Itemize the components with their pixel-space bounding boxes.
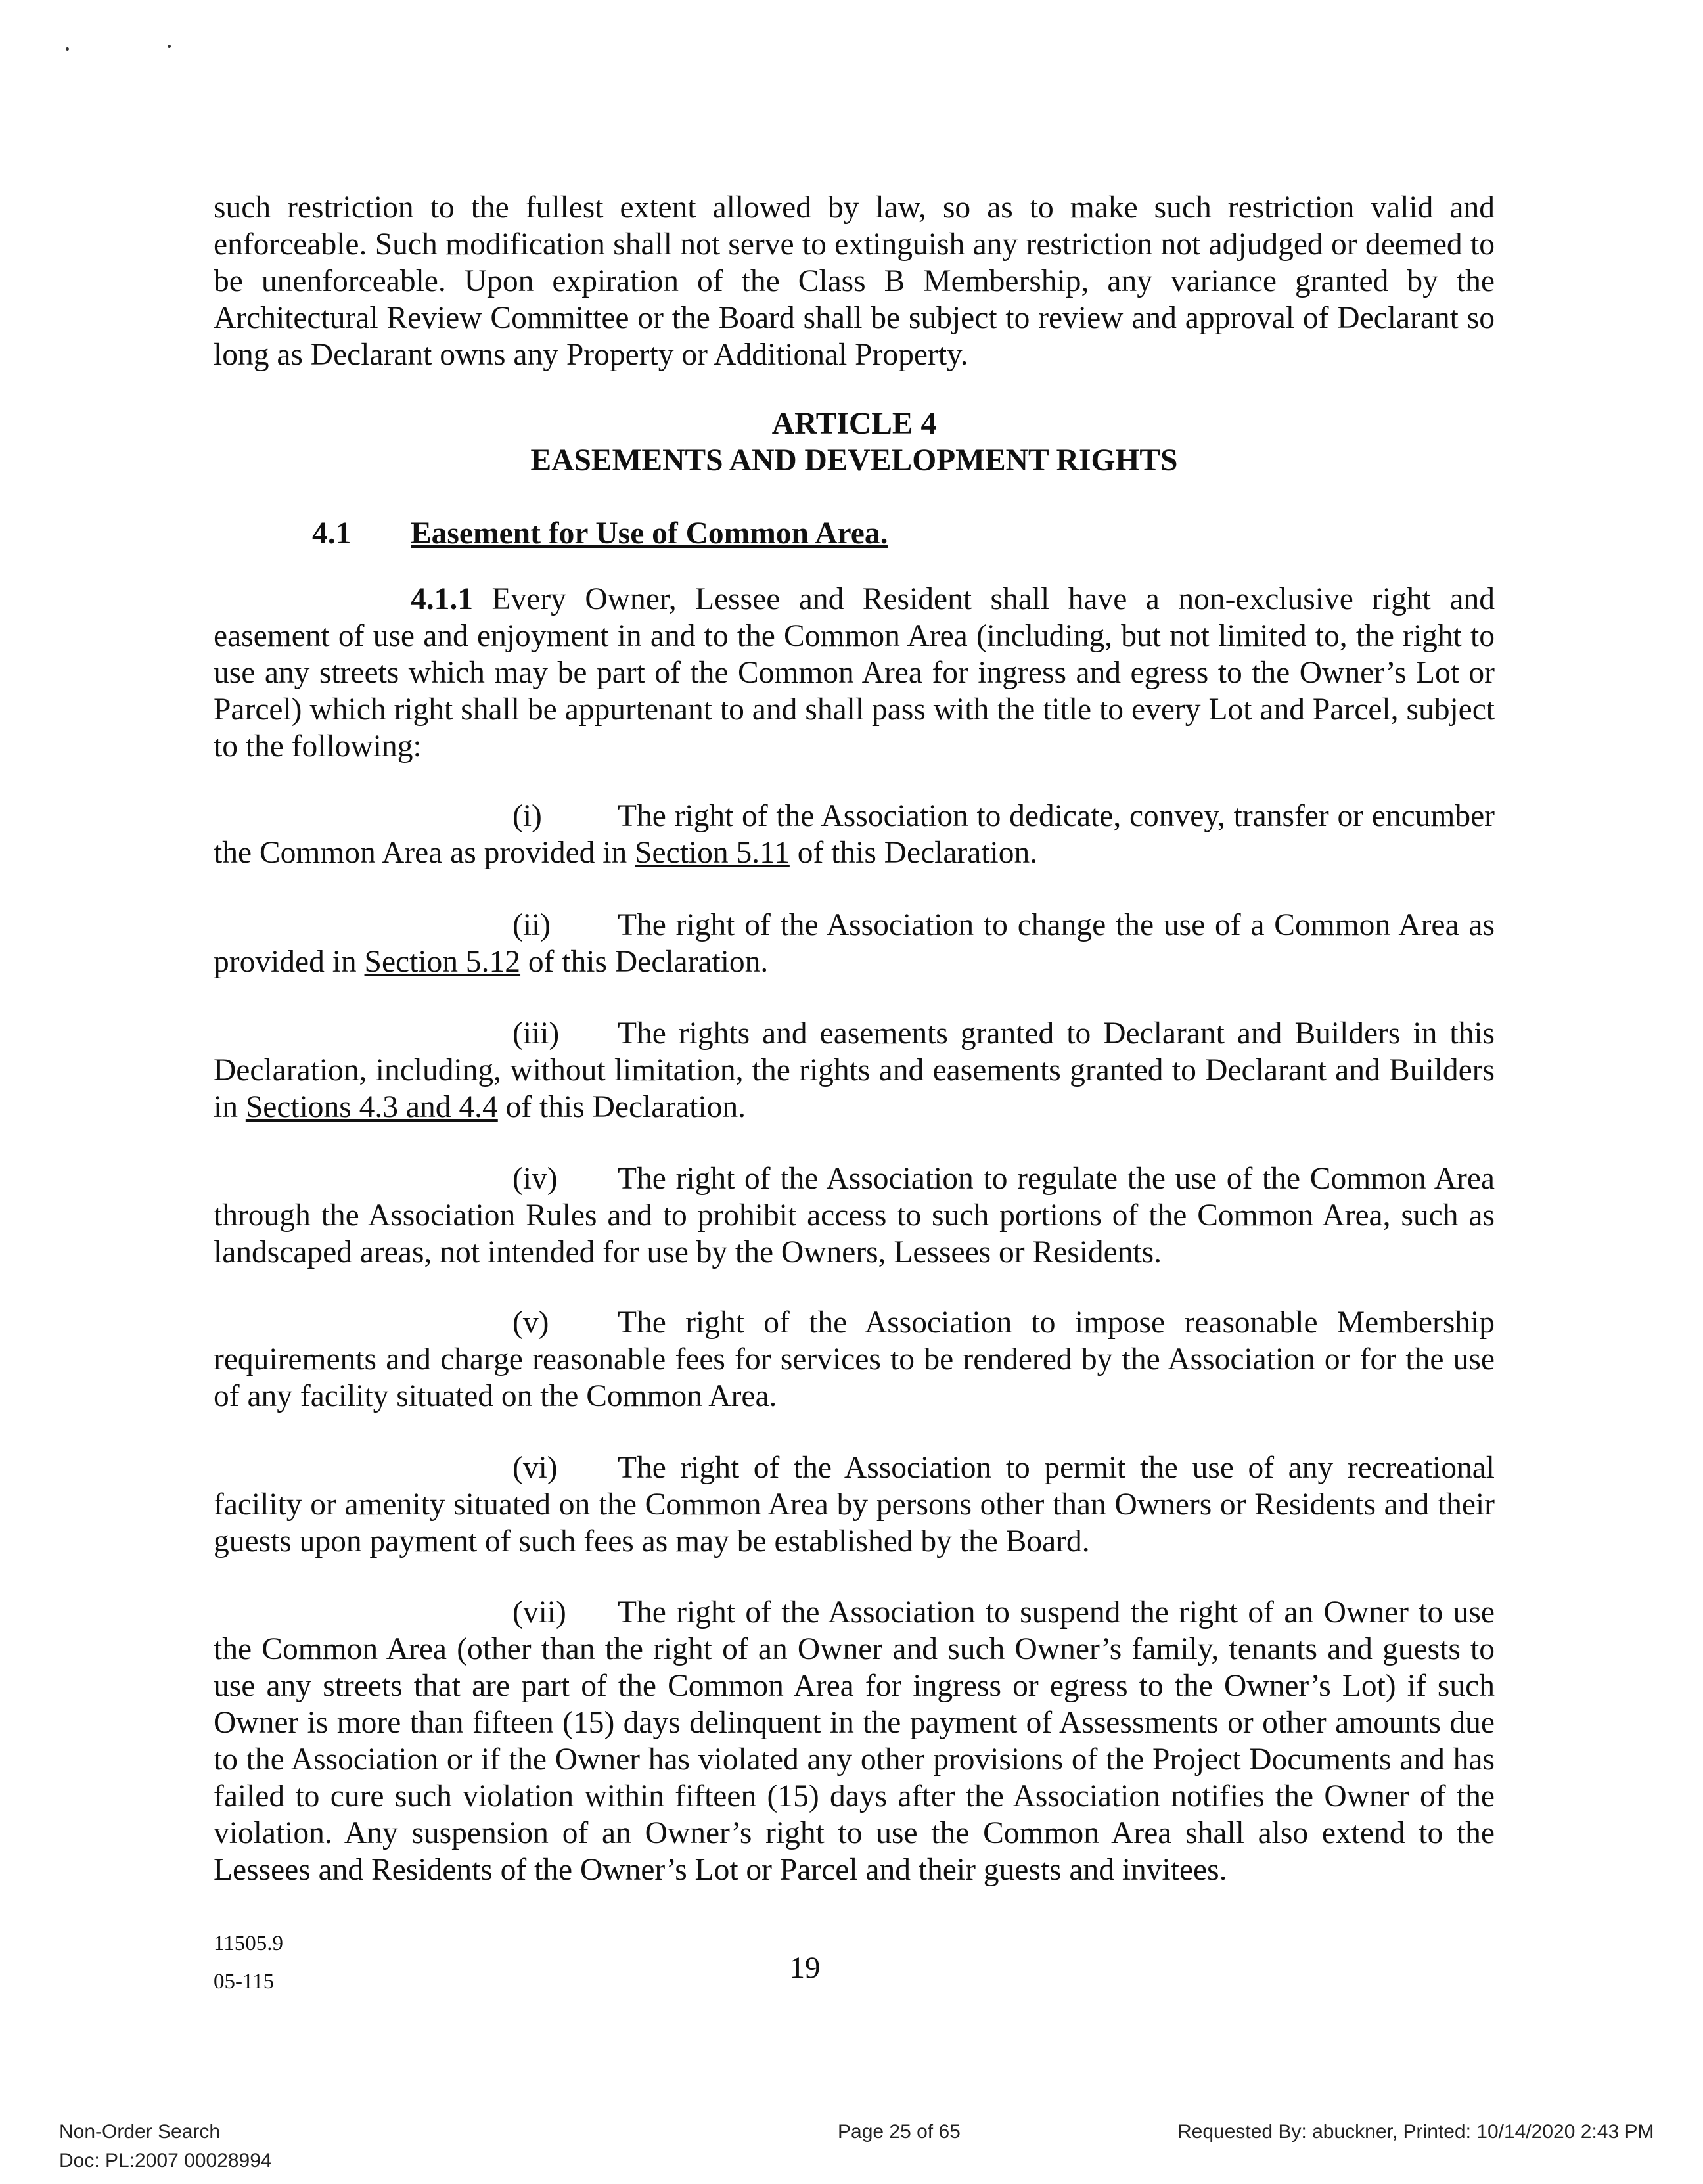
subsection-number: 4.1.1 (411, 582, 473, 616)
page-number: 19 (789, 1951, 821, 1985)
item-label: (iv) (512, 1162, 558, 1196)
item-label: (ii) (512, 908, 551, 942)
list-item-vii: (vii) The right of the Association to suspend the right of an Owner to use the Common Area (other than the right of an Owner and such Owner’s family, tenants and guests to use any streets that are part of the Common Area for ingress or egress to the Owner’s Lot) if such Owner is more than fifteen (15) days delinquent in the payment of Assessments or other amounts due to the Association or if the Owner has violated any other provisions of the Project Documents and has failed to cure such violation within fifteen (15) days after the Association notifies the Owner of the violation. Any suspension of an Owner’s right to use the Common Area shall also extend to the Lessees and Residents of the Owner’s Lot or Parcel and their guests and invitees. (214, 1595, 1495, 1887)
subsection-paragraph (214, 581, 1495, 765)
list-item-iii: (iii) The rights and easements granted to Declarant and Builders in this Declaration, including, without limitation, the rights and easements granted to Declarant and Builders in Sections 4.3 and 4.4 of this Declaration. (214, 1016, 1495, 1124)
item-label: (i) (512, 799, 542, 833)
scan-speck (168, 45, 171, 48)
subsection-text: Every Owner, Lessee and Resident shall have a non-exclusive right and easement of use and enjoyment in and to the Common Area (including, but not limited to, the right to use any streets which may be part of the Common Area for ingress and egress to the Owner’s Lot or Parcel) which right shall be appurtenant to and shall pass with the title to every Lot and Parcel, subject to the following: (214, 582, 1495, 763)
item-label: (v) (512, 1306, 549, 1340)
section-title: Easement for Use of Common Area. (411, 516, 888, 551)
item-label: (vii) (512, 1595, 566, 1629)
list-item-i: (i) The right of the Association to dedicate, convey, transfer or encumber the Common Area as provided in Section 5.11 of this Declaration. (214, 799, 1495, 870)
list-item-vi: (vi) The right of the Association to permit the use of any recreational facility or amenity situated on the Common Area by persons other than Owners or Residents and their guests upon payment of such fees as may be established by the Board. (214, 1451, 1495, 1558)
article-number: ARTICLE 4 (771, 407, 937, 441)
section-reference: Sections 4.3 and 4.4 (245, 1090, 498, 1124)
section-reference: Section 5.11 (635, 836, 790, 870)
article-title: EASEMENTS AND DEVELOPMENT RIGHTS (530, 444, 1178, 478)
section-number: 4.1 (312, 516, 352, 551)
stamp-left-line1: Non-Order Search (59, 2121, 221, 2143)
list-item-ii: (ii) The right of the Association to change the use of a Common Area as provided in Section 5.12 of this Declaration. (214, 908, 1495, 979)
item-label: (iii) (512, 1016, 560, 1051)
scan-speck (66, 47, 69, 51)
doc-code-2: 05-115 (214, 1970, 275, 1993)
section-heading (312, 515, 888, 552)
doc-code-1: 11505.9 (214, 1932, 284, 1955)
section-reference: Section 5.12 (364, 945, 521, 979)
item-label: (vi) (512, 1451, 558, 1485)
stamp-requested-by: Requested By: abuckner, Printed: 10/14/2020 2:43 PM (1177, 2121, 1654, 2143)
stamp-page-of: Page 25 of 65 (838, 2121, 961, 2143)
list-item-v: (v) The right of the Association to impose reasonable Membership requirements and charge reasonable fees for services to be rendered by the Association or for the use of any facility situated on the Common Area. (214, 1306, 1495, 1413)
stamp-left-line2: Doc: PL:2007 00028994 (59, 2150, 272, 2172)
intro-paragraph: such restriction to the fullest extent allowed by law, so as to make such restriction valid and enforceable. Such modification shall not serve to extinguish any restriction not adjudged or deemed to be unenforceable. Upon expiration of the Class B Membership, any variance granted by the Architectural Review Committee or the Board shall be subject to review and approval of Declarant so long as Declarant owns any Property or Additional Property. (214, 191, 1495, 372)
list-item-iv: (iv) The right of the Association to regulate the use of the Common Area through the Association Rules and to prohibit access to such portions of the Common Area, such as landscaped areas, not intended for use by the Owners, Lessees or Residents. (214, 1162, 1495, 1269)
